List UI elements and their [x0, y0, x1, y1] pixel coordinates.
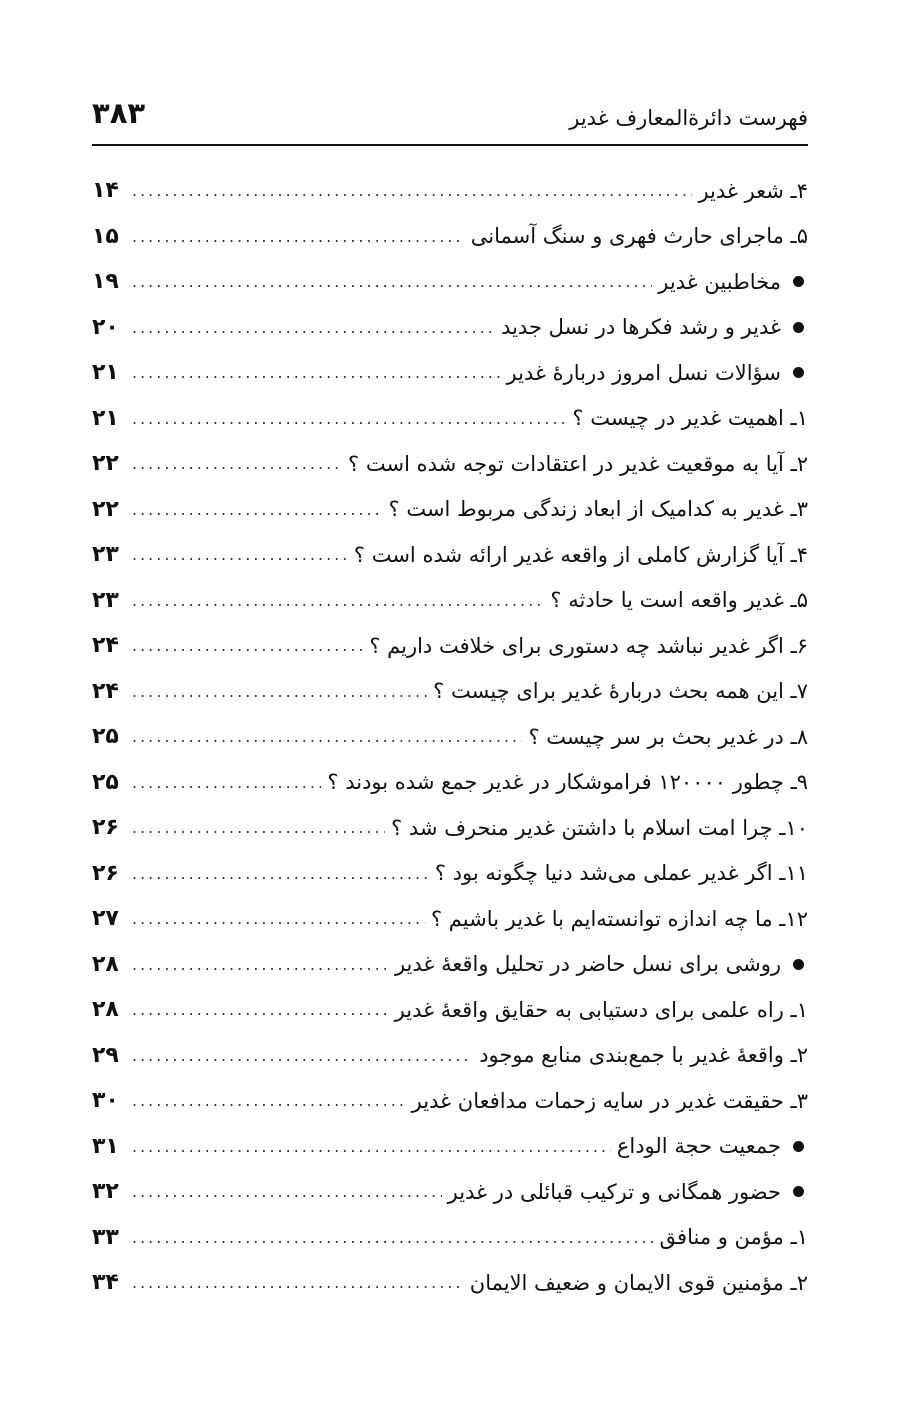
dot-leader: [132, 591, 544, 610]
toc-entry: [92, 305, 808, 351]
toc-entry: [92, 532, 808, 578]
toc-entry: [92, 714, 808, 760]
toc-entry-page-number: ۲۷: [92, 906, 119, 932]
toc-entry-title: ۱۲ـ ما چه اندازه توانسته‌ایم با غدیر باشیم ؟: [430, 906, 808, 931]
dot-leader: [132, 909, 425, 928]
toc-entry: [92, 214, 808, 260]
toc-entry-title: ۷ـ این همه بحث دربارهٔ غدیر برای چیست ؟: [433, 679, 808, 704]
dot-leader: [132, 864, 429, 883]
toc-entry-page-number: ۲۶: [92, 815, 119, 841]
toc-entry: [92, 396, 808, 442]
toc-entry: [92, 896, 808, 942]
toc-entry: [92, 1033, 808, 1079]
bullet-icon: [793, 959, 804, 970]
toc-entry-page-number: ۲۸: [92, 997, 119, 1023]
dot-leader: [132, 773, 321, 792]
dot-leader: [132, 409, 566, 428]
toc-entry-title: ۶ـ اگر غدیر نباشد چه دستوری برای خلافت داریم ؟: [369, 633, 808, 658]
toc-entry-page-number: ۲۹: [92, 1042, 119, 1068]
dot-leader: [132, 682, 427, 701]
toc-entry: [92, 1260, 808, 1306]
dot-leader: [132, 636, 363, 655]
toc-entry: [92, 578, 808, 624]
toc-entry: [92, 350, 808, 396]
toc-entry-title: ۴ـ شعر غدیر: [698, 178, 808, 203]
toc-entry-title: ۵ـ ماجرای حارث فهری و سنگ آسمانی: [470, 224, 808, 249]
dot-leader: [132, 1137, 611, 1156]
toc-entry-page-number: ۳۳: [92, 1224, 119, 1250]
toc-entry: [92, 1124, 808, 1170]
dot-leader: [132, 1273, 464, 1292]
toc-entry: [92, 487, 808, 533]
toc-entry-page-number: ۳۴: [92, 1270, 119, 1296]
toc-entry-title: ۳ـ حقیقت غدیر در سایه زحمات مدافعان غدیر: [411, 1088, 808, 1113]
dot-leader: [132, 318, 495, 337]
toc-entry-title: ۱ـ مؤمن و منافق: [659, 1225, 808, 1250]
toc-entry-page-number: ۲۳: [92, 587, 119, 613]
toc-entry-title: ۱ـ اهمیت غدیر در چیست ؟: [572, 406, 808, 431]
toc-entry-page-number: ۲۳: [92, 542, 119, 568]
dot-leader: [132, 1000, 389, 1019]
bullet-icon: [793, 276, 804, 287]
toc-entry: [92, 1078, 808, 1124]
toc-entry: [92, 669, 808, 715]
toc-entry-title: ۱۰ـ چرا امت اسلام با داشتن غدیر منحرف شد ؟: [391, 815, 808, 840]
toc-entry-title: ۲ـ مؤمنین قوی الایمان و ضعیف الایمان: [469, 1270, 808, 1295]
dot-leader: [132, 181, 692, 200]
toc-entry-page-number: ۲۸: [92, 951, 119, 977]
toc-entry: [92, 987, 808, 1033]
running-header: [92, 92, 808, 146]
dot-leader: [132, 454, 342, 473]
toc-entry-page-number: ۳۰: [92, 1088, 119, 1114]
dot-leader: [132, 1182, 442, 1201]
toc-entry: [92, 942, 808, 988]
bullet-icon: [793, 1186, 804, 1197]
toc-entry-title: ۹ـ چطور ۱۲۰۰۰۰ فراموشکار در غدیر جمع شده بودند ؟: [327, 770, 808, 795]
toc-entry: [92, 623, 808, 669]
dot-leader: [132, 818, 385, 837]
toc-entry: [92, 1169, 808, 1215]
toc-entry-title: سؤالات نسل امروز دربارهٔ غدیر: [506, 360, 781, 385]
toc-entry: [92, 851, 808, 897]
toc-entry-page-number: ۲۴: [92, 678, 119, 704]
dot-leader: [132, 1046, 473, 1065]
toc-entry-title: حضور همگانی و ترکیب قبائلی در غدیر: [447, 1179, 781, 1204]
toc-entry: [92, 805, 808, 851]
toc-entry-title: ۱۱ـ اگر غدیر عملی می‌شد دنیا چگونه بود ؟: [434, 861, 808, 886]
toc-entry-page-number: ۲۵: [92, 769, 119, 795]
dot-leader: [132, 272, 652, 291]
dot-leader: [132, 363, 501, 382]
toc-entry-page-number: ۲۰: [92, 314, 119, 340]
toc-entry: [92, 259, 808, 305]
toc-entry-page-number: ۲۴: [92, 633, 119, 659]
toc-entry-title: جمعیت حجة الوداع: [616, 1134, 781, 1159]
dot-leader: [132, 1091, 406, 1110]
toc-entry-page-number: ۲۶: [92, 860, 119, 886]
bullet-icon: [793, 1141, 804, 1152]
dot-leader: [132, 1228, 654, 1247]
toc-entry-title: غدیر و رشد فکرها در نسل جدید: [501, 315, 781, 340]
dot-leader: [132, 227, 465, 246]
toc-entry-page-number: ۱۴: [92, 178, 119, 204]
dot-leader: [132, 545, 348, 564]
toc-entry: [92, 168, 808, 214]
toc-entry-title: روشی برای نسل حاضر در تحلیل واقعهٔ غدیر: [394, 952, 781, 977]
dot-leader: [132, 955, 389, 974]
header-title: فهرست دائرةالمعارف غدیر: [569, 106, 808, 130]
toc-entry-page-number: ۳۲: [92, 1179, 119, 1205]
toc-entry-title: ۳ـ غدیر به کدامیک از ابعاد زندگی مربوط است ؟: [388, 497, 808, 522]
dot-leader: [132, 500, 383, 519]
toc-entry-title: ۸ـ در غدیر بحث بر سر چیست ؟: [528, 724, 808, 749]
toc-entry-title: ۱ـ راه علمی برای دستیابی به حقایق واقعهٔ غدیر: [394, 997, 808, 1022]
dot-leader: [132, 727, 522, 746]
page-number: ۳۸۳: [92, 96, 146, 130]
toc-entry-title: ۴ـ آیا گزارش کاملی از واقعه غدیر ارائه شده است ؟: [353, 542, 808, 567]
toc-entry-page-number: ۱۵: [92, 223, 119, 249]
toc-entry-page-number: ۱۹: [92, 269, 119, 295]
toc-entry-page-number: ۲۱: [92, 405, 119, 431]
toc-entry-title: ۲ـ آیا به موقعیت غدیر در اعتقادات توجه شده است ؟: [348, 451, 808, 476]
toc-entry-title: ۲ـ واقعهٔ غدیر با جمع‌بندی منابع موجود: [479, 1043, 808, 1068]
toc-entry-page-number: ۲۲: [92, 496, 119, 522]
toc-entry-page-number: ۲۵: [92, 724, 119, 750]
toc-entry: [92, 441, 808, 487]
toc-entry-page-number: ۲۲: [92, 451, 119, 477]
toc-entry-title: مخاطبین غدیر: [658, 269, 781, 294]
toc-entry: [92, 1215, 808, 1261]
toc-entry-page-number: ۲۱: [92, 360, 119, 386]
table-of-contents: [92, 168, 808, 1306]
bullet-icon: [793, 322, 804, 333]
toc-entry-title: ۵ـ غدیر واقعه است یا حادثه ؟: [550, 588, 808, 613]
toc-entry-page-number: ۳۱: [92, 1133, 119, 1159]
bullet-icon: [793, 367, 804, 378]
toc-entry: [92, 760, 808, 806]
